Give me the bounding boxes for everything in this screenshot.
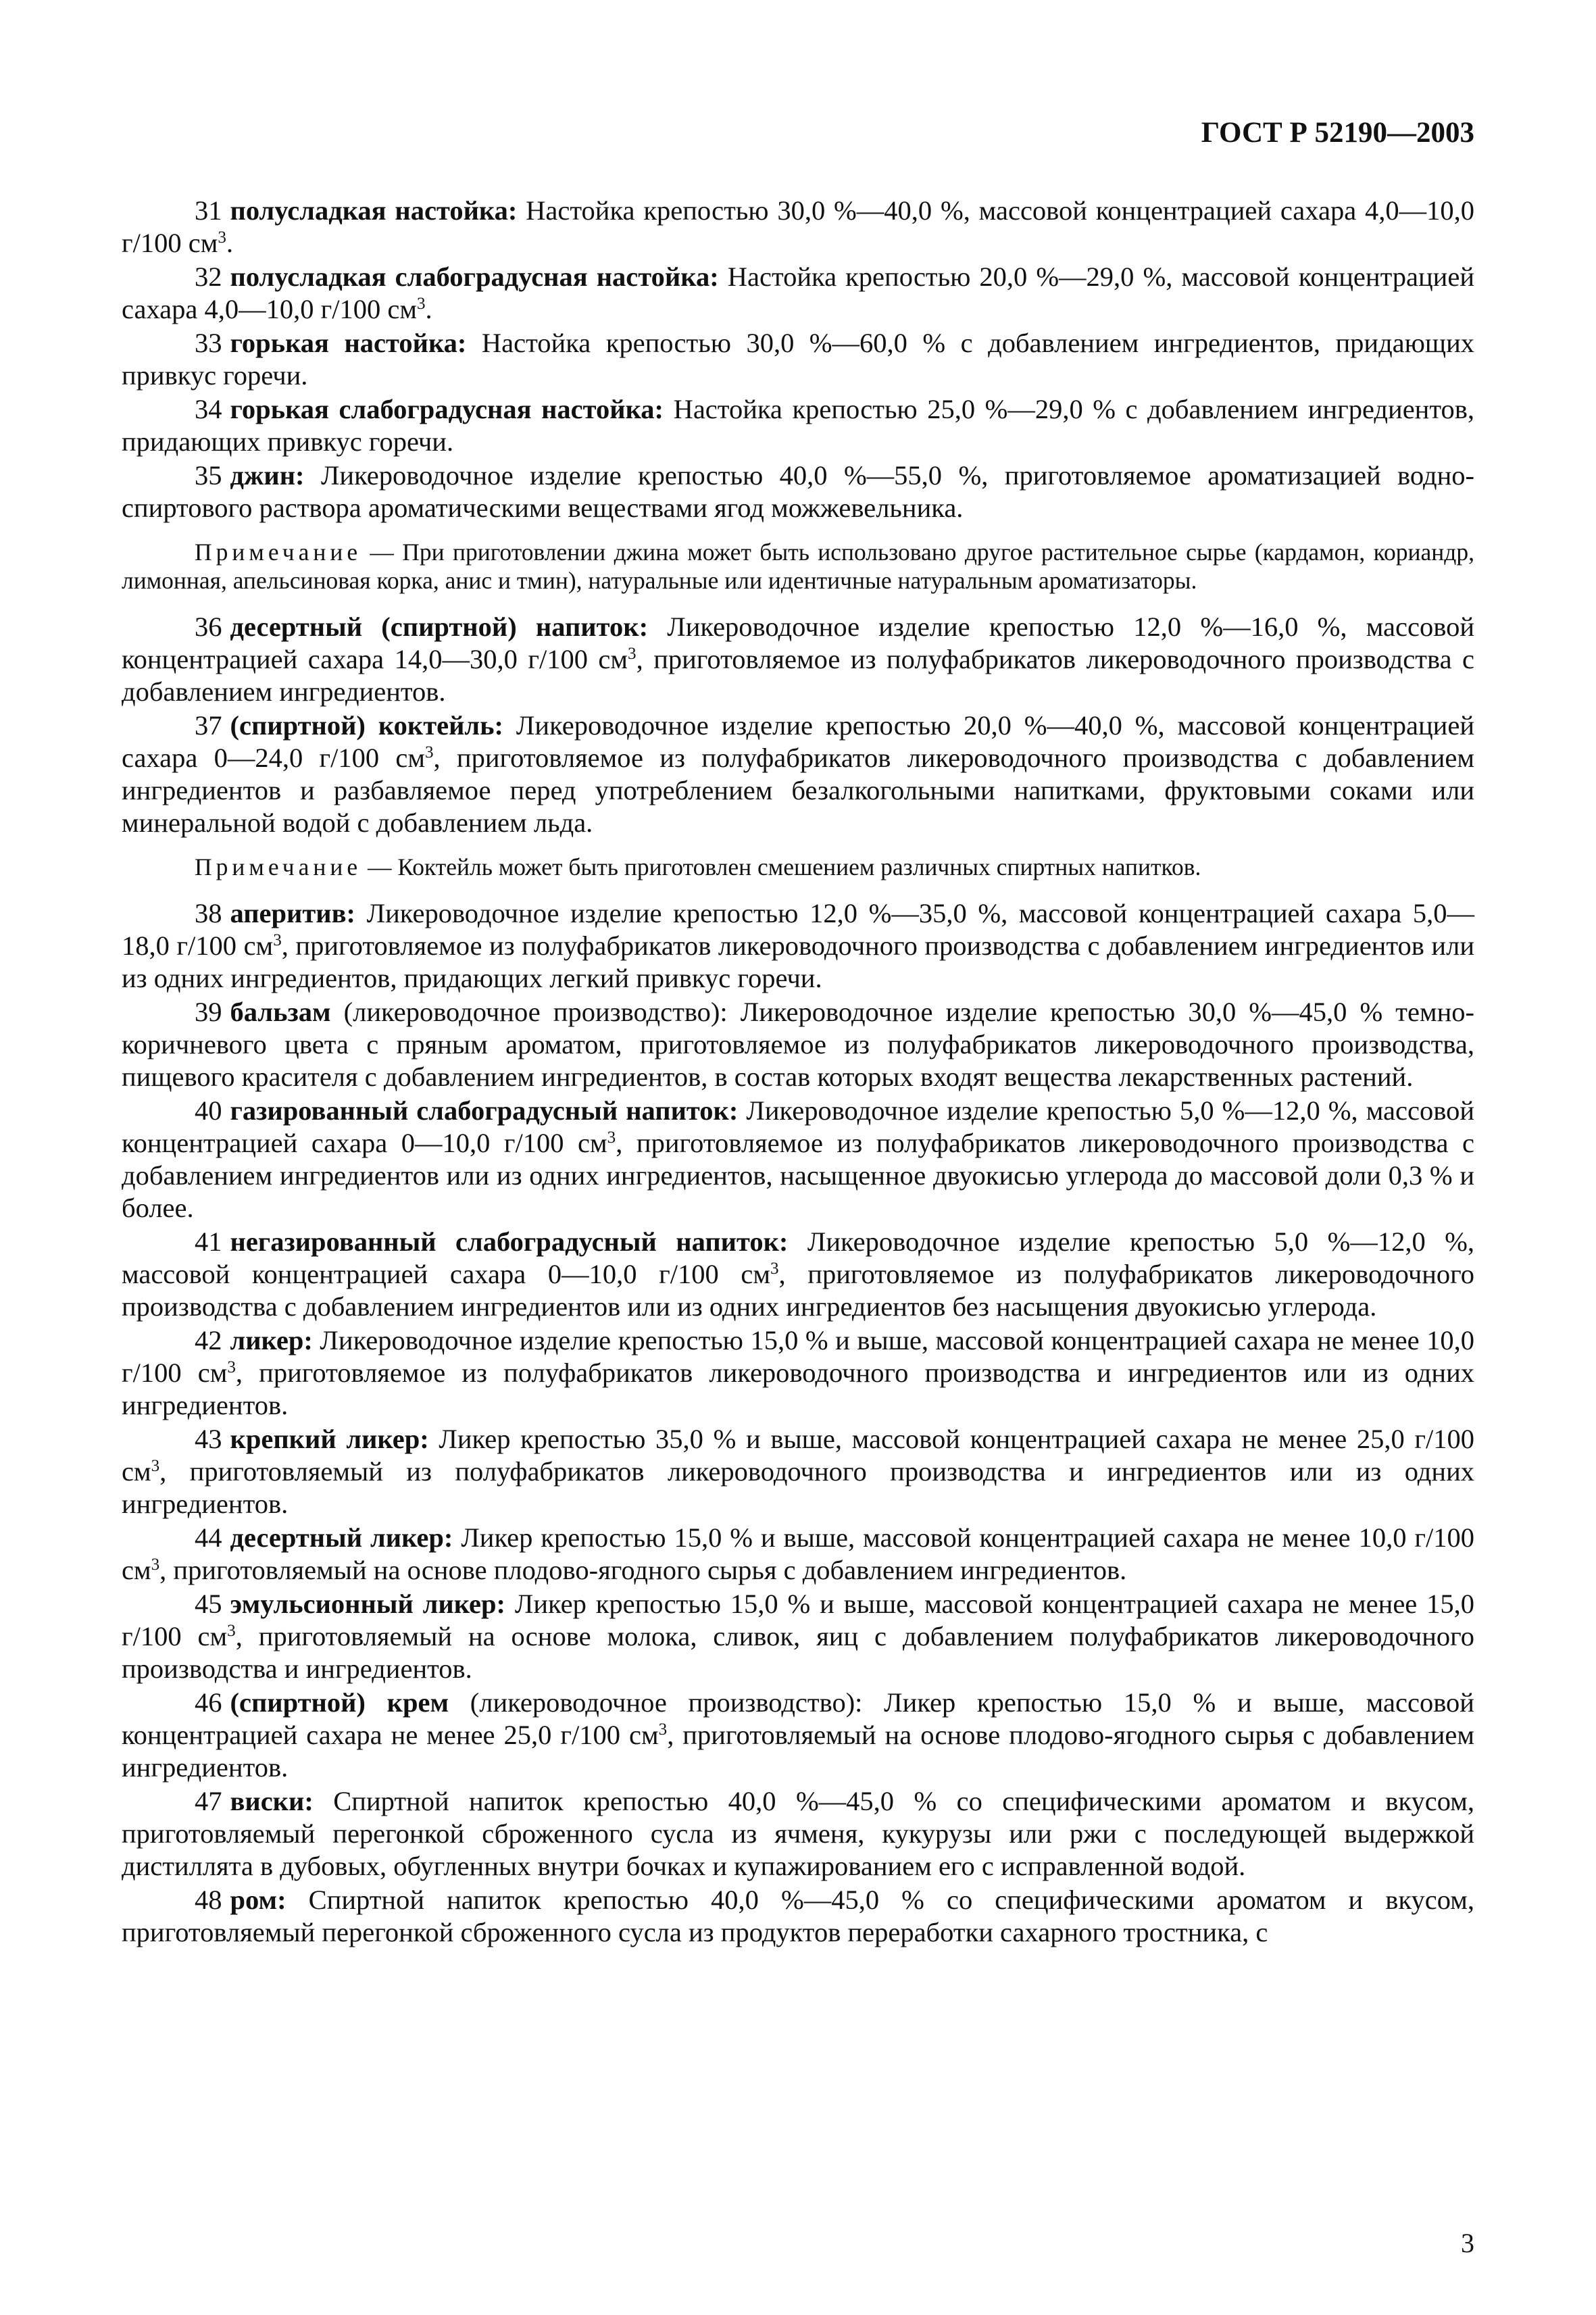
term: десертный (спиртной) напиток:: [230, 612, 649, 642]
term: полусладкая слабоградусная настойка:: [230, 262, 719, 292]
entry-40: 40 газированный слабоградусный напиток: Ликероводочное изделие крепостью 5,0 %—12,0 %, массовой концентрацией сахара 0—10,0 г/100 $см^3$, приготовляемое из полуфабрикатов ликероводочного производства с добавлением ингредиентов или из одних ингредиентов, насыщенное двуокисью углерода до массовой доли 0,3 % и более.: [122, 1095, 1474, 1223]
entry-41: 41 негазированный слабоградусный напиток: Ликероводочное изделие крепостью 5,0 %—12,0 %, массовой концентрацией сахара 0—10,0 г/100 $см^3$, приготовляемое из полуфабрикатов ликероводочного производства с добавлением ингредиентов или из одних ингредиентов без насыщения двуокисью углерода.: [122, 1226, 1474, 1322]
term: крепкий ликер:: [230, 1424, 429, 1454]
entry-44: 44 десертный ликер: Ликер крепостью 15,0 % и выше, массовой концентрацией сахара не менее 10,0 г/100 $см^3$, приготовляемый на основе плодово-ягодного сырья с добавлением ингредиентов.: [122, 1522, 1474, 1585]
term: эмульсионный ликер:: [230, 1589, 506, 1619]
entry-31: 31 полусладкая настойка: Настойка крепостью 30,0 %—40,0 %, массовой концентрацией сахара 4,0—10,0 г/100 $см^3$.: [122, 195, 1475, 258]
term: ликер:: [230, 1325, 313, 1355]
entry-33: 33 горькая настойка: Настойка крепостью 30,0 %—60,0 % с добавлением ингредиентов, придающих привкус горечи.: [122, 328, 1475, 391]
term: аперитив:: [230, 898, 355, 928]
entry-32: 32 полусладкая слабоградусная настойка: Настойка крепостью 20,0 %—29,0 %, массовой концентрацией сахара 4,0—10,0 г/100 $см^3$.: [122, 262, 1475, 324]
entry-42: 42 ликер: Ликероводочное изделие крепостью 15,0 % и выше, массовой концентрацией сахара не менее 10,0 г/100 $см^3$, приготовляемое из полуфабрикатов ликероводочного производства и ингредиентов или из одних ингредиентов.: [122, 1325, 1474, 1420]
entry-35: 35 джин: Ликероводочное изделие крепостью 40,0 %—55,0 %, приготовляемое ароматизацией водно-спиртового раствора ароматическими веществами ягод можжевельника.: [122, 460, 1474, 523]
term: полусладкая настойка:: [230, 195, 518, 226]
term: ром:: [230, 1885, 286, 1915]
entry-45: 45 эмульсионный ликер: Ликер крепостью 15,0 % и выше, массовой концентрацией сахара не менее 15,0 г/100 $см^3$, приготовляемый на основе молока, сливок, яиц с добавлением полуфабрикатов ликероводочного производства и ингредиентов.: [122, 1589, 1474, 1684]
body-text: [122, 195, 1474, 1950]
term: (спиртной) крем: [230, 1687, 449, 1718]
entry-47: 47 виски: Спиртной напиток крепостью 40,0 %—45,0 % со специфическими ароматом и вкусом, приготовляемый перегонкой сброженного сусла из ячменя, кукурузы или ржи с последующей выдержкой дистиллята в дубовых, обугленных внутри бочках и купажированием его с исправленной водой.: [122, 1786, 1474, 1881]
entry-43: 43 крепкий ликер: Ликер крепостью 35,0 % и выше, массовой концентрацией сахара не менее 25,0 г/100 $см^3$, приготовляемый из полуфабрикатов ликероводочного производства и ингредиентов или из одних ингредиентов.: [122, 1424, 1475, 1519]
entry-39: 39 бальзам (ликероводочное производство): Ликероводочное изделие крепостью 30,0 %—45,0 % темно-коричневого цвета с пряным ароматом, приготовляемое из полуфабрикатов ликероводочного производства, пищевого красителя с добавлением ингредиентов, в состав которых входят вещества лекарственных растений.: [122, 997, 1474, 1092]
term: виски:: [230, 1786, 314, 1816]
entry-38: 38 аперитив: Ликероводочное изделие крепостью 12,0 %—35,0 %, массовой концентрацией сахара 5,0—18,0 г/100 $см^3$, приготовляемое из полуфабрикатов ликероводочного производства с добавлением ингредиентов или из одних ингредиентов, придающих легкий привкус горечи.: [122, 898, 1474, 993]
entry-36: 36 десертный (спиртной) напиток: Ликероводочное изделие крепостью 12,0 %—16,0 %, массовой концентрацией сахара 14,0—30,0 г/100 $см^3$, приготовляемое из полуфабрикатов ликероводочного производства с добавлением ингредиентов.: [122, 612, 1474, 707]
entry-34: 34 горькая слабоградусная настойка: Настойка крепостью 25,0 %—29,0 % с добавлением ингредиентов, придающих привкус горечи.: [122, 394, 1475, 457]
entry-46: 46 (спиртной) крем (ликероводочное производство): Ликер крепостью 15,0 % и выше, массовой концентрацией сахара не менее 25,0 г/100 $см^3$, приготовляемый на основе плодово-ягодного сырья с добавлением ингредиентов.: [122, 1687, 1475, 1783]
page-number: 3: [1461, 2228, 1474, 2258]
term: (спиртной) коктейль:: [230, 710, 504, 741]
term: горькая настойка:: [230, 328, 467, 358]
note-jin: Примечание — При приготовлении джина может быть использовано другое растительное сырье (кардамон, кориандр, лимонная, апельсиновая корка, анис и тмин), натуральные или идентичные натуральным ароматизаторы.: [122, 539, 1474, 594]
entry-37: 37 (спиртной) коктейль: Ликероводочное изделие крепостью 20,0 %—40,0 %, массовой концентрацией сахара 0—24,0 г/100 $см^3$, приготовляемое из полуфабрикатов ликероводочного производства с добавлением ингредиентов и разбавляемое перед употреблением безалкогольными напитками, фруктовыми соками или минеральной водой с добавлением льда.: [122, 710, 1475, 838]
term: негазированный слабоградусный напиток:: [230, 1226, 789, 1257]
note-cocktail: Примечание — Коктейль может быть приготовлен смешением различных спиртных напитков.: [195, 853, 1201, 880]
term: газированный слабоградусный напиток:: [230, 1095, 739, 1126]
term: десертный ликер:: [230, 1522, 453, 1553]
term: джин:: [230, 460, 305, 491]
document-page: [122, 0, 1474, 2315]
term: горькая слабоградусная настойка:: [230, 394, 664, 424]
entry-48: 48 ром: Спиртной напиток крепостью 40,0 %—45,0 % со специфическими ароматом и вкусом, приготовляемый перегонкой сброженного сусла из продуктов переработки сахарного тростника, с: [122, 1885, 1474, 1947]
document-id-header: ГОСТ Р 52190—2003: [1201, 117, 1474, 149]
term: бальзам: [230, 997, 331, 1027]
